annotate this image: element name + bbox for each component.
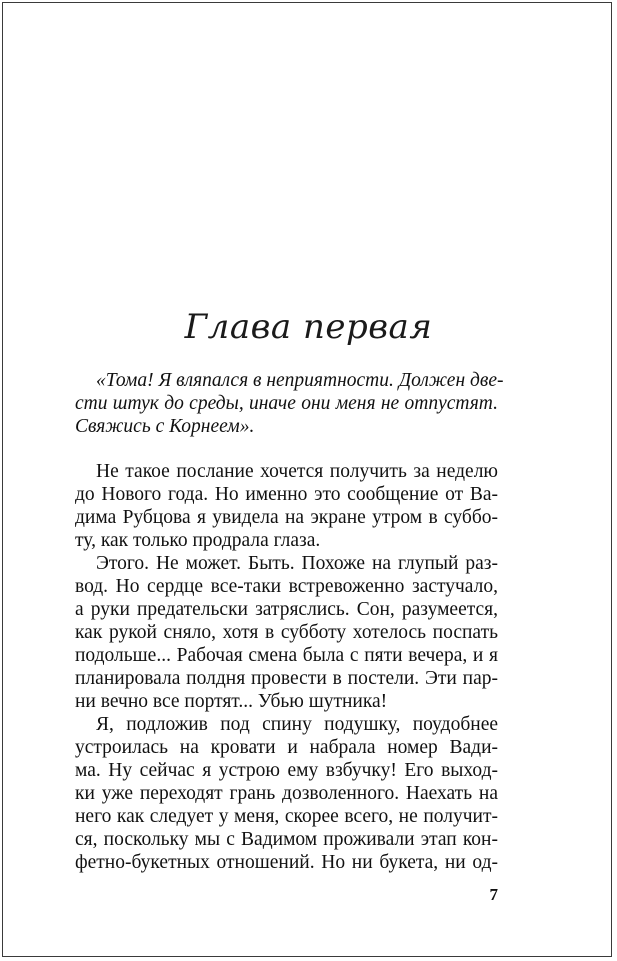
- body-line: вод. Но сердце все-таки встревоженно застучало,: [75, 576, 498, 597]
- epigraph-line: «Тома! Я вляпался в неприятности. Должен две-: [96, 370, 504, 391]
- body-line: устроилась на кровати и набрала номер Вади-: [75, 737, 498, 758]
- body-line: дима Рубцова я увидела на экране утром в суббо-: [75, 507, 498, 528]
- body-line: ни вечно все портят... Убью шутника!: [75, 691, 388, 712]
- chapter-title: Глава первая: [184, 307, 433, 347]
- body-line: фетно-букетных отношений. Но ни букета, ни од-: [75, 852, 498, 873]
- body-line: него как следует у меня, скорее всего, не получит-: [75, 806, 498, 827]
- epigraph-line: сти штук до среды, иначе они меня не отпустят.: [75, 393, 498, 414]
- body-line: Я, подложив под спину подушку, поудобнее: [96, 714, 498, 735]
- body-line: ту, как только продрала глаза.: [75, 530, 321, 551]
- body-line: как рукой сняло, хотя в субботу хотелось поспать: [75, 622, 498, 643]
- body-line: до Нового года. Но именно это сообщение от Ва-: [75, 484, 498, 505]
- body-line: ма. Ну сейчас я устрою ему взбучку! Его выход-: [75, 760, 498, 781]
- body-line: а руки предательски затряслись. Сон, разумеется,: [75, 599, 498, 620]
- page-number: 7: [489, 885, 498, 904]
- body-line: Этого. Не может. Быть. Похоже на глупый раз-: [96, 553, 498, 574]
- body-line: планировала полдня провести в постели. Эти пар-: [75, 668, 498, 689]
- body-line: ки уже переходят грань дозволенного. Наехать на: [75, 783, 498, 804]
- body-line: подольше... Рабочая смена была с пяти вечера, и я: [75, 645, 498, 666]
- body-line: Не такое послание хочется получить за неделю: [96, 461, 498, 482]
- epigraph-line: Свяжись с Корнеем».: [75, 416, 255, 437]
- body-line: ся, поскольку мы с Вадимом проживали этап кон-: [75, 829, 498, 850]
